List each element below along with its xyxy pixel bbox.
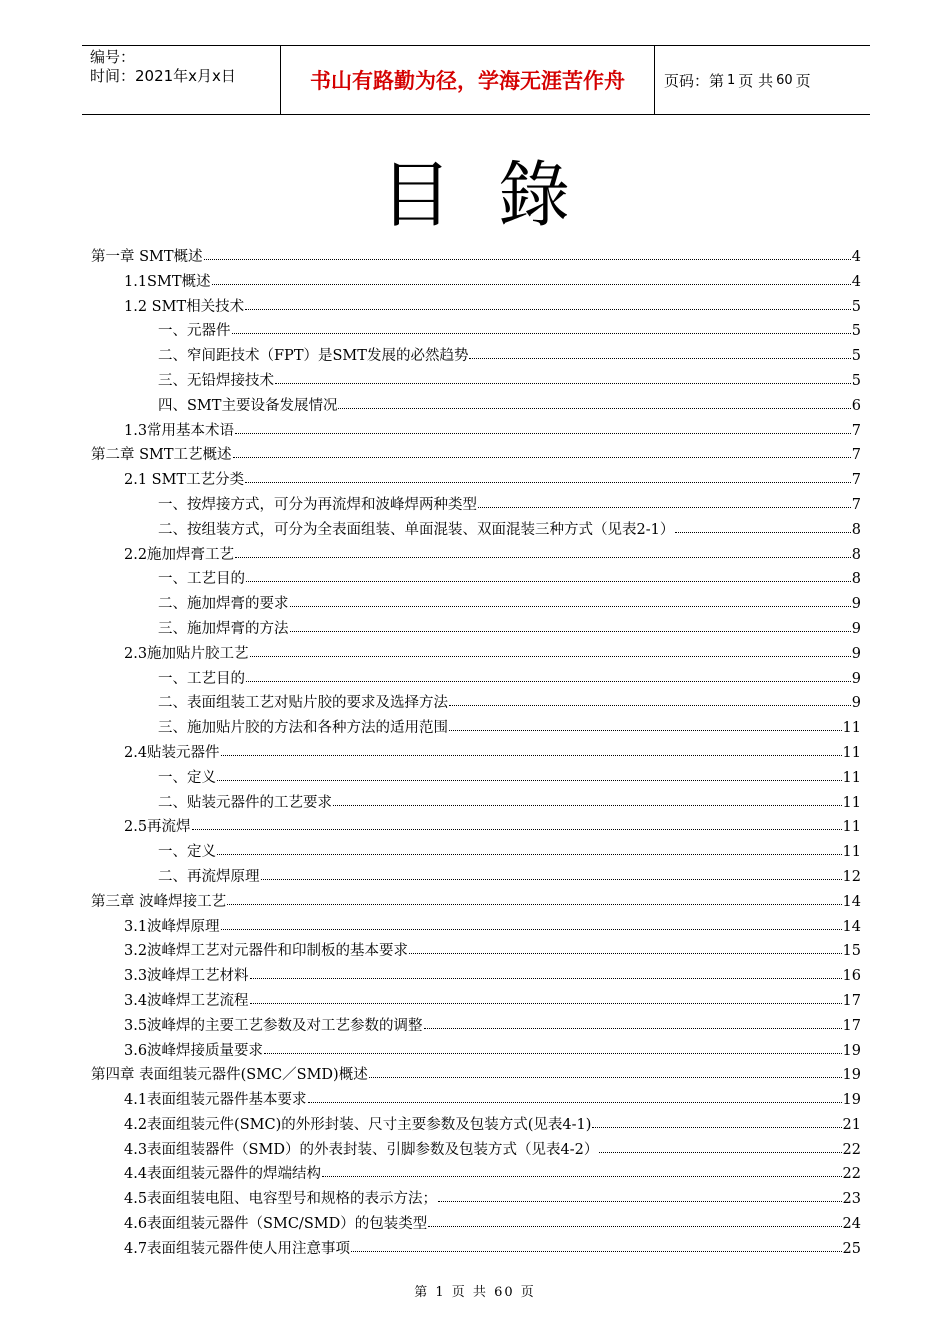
toc-entry-title: 二、表面组装工艺对贴片胶的要求及选择方法 [158, 695, 448, 712]
toc-entry[interactable] [91, 245, 861, 270]
toc-entry[interactable] [91, 939, 861, 964]
toc-entry-title: 2.4贴装元器件 [124, 744, 220, 761]
page-footer [0, 1281, 950, 1300]
page-number-cell [655, 46, 870, 114]
toc-entry-page: 21 [842, 1116, 861, 1133]
toc-leader-dots [246, 669, 851, 683]
toc-leader-dots [438, 1189, 841, 1203]
toc-entry-page: 22 [842, 1166, 861, 1183]
toc-entry-title: 二、再流焊原理 [158, 868, 260, 885]
motto-cell [281, 46, 655, 114]
toc-leader-dots [227, 892, 841, 906]
toc-entry-title: 4.1表面组装元器件基本要求 [124, 1092, 307, 1109]
toc-entry-title: 第四章 表面组装元器件(SMC／SMD)概述 [91, 1067, 368, 1084]
toc-entry-title: 一、定义 [158, 769, 216, 786]
toc-entry-page: 11 [842, 819, 861, 836]
toc-entry-title: 第三章 波峰焊接工艺 [91, 893, 227, 910]
toc-entry-title: 3.4波峰焊工艺流程 [124, 992, 249, 1009]
toc-entry-page: 17 [842, 992, 861, 1009]
page-total: 60 [776, 72, 793, 88]
toc-entry-title: 2.1 SMT工艺分类 [124, 472, 245, 489]
toc-entry-title: 三、施加贴片胶的方法和各种方法的适用范围 [158, 720, 448, 737]
toc-leader-dots [192, 817, 842, 831]
toc-entry-title: 4.6表面组装元器件（SMC/SMD）的包装类型 [124, 1216, 428, 1233]
toc-entry-title: 3.5波峰焊的主要工艺参数及对工艺参数的调整 [124, 1017, 423, 1034]
toc-entry[interactable] [91, 815, 861, 840]
toc-leader-dots [217, 768, 842, 782]
toc-entry[interactable] [91, 667, 861, 692]
toc-leader-dots [245, 470, 851, 484]
toc-entry-page: 5 [851, 323, 861, 340]
toc-entry-page: 8 [851, 521, 861, 538]
toc-entry-page: 19 [842, 1092, 861, 1109]
toc-entry-title: 一、定义 [158, 844, 216, 861]
toc-entry[interactable] [91, 567, 861, 592]
toc-entry-page: 7 [851, 472, 861, 489]
toc-leader-dots [449, 693, 851, 707]
toc-entry-title: 4.5表面组装电阻、电容型号和规格的表示方法； [124, 1191, 438, 1208]
toc-entry[interactable] [91, 543, 861, 568]
toc-entry[interactable] [91, 319, 861, 344]
toc-entry[interactable] [91, 1088, 861, 1113]
toc-entry-title: 2.2施加焊膏工艺 [124, 546, 235, 563]
toc-leader-dots [232, 321, 851, 335]
toc-entry[interactable] [91, 840, 861, 865]
toc-entry-title: 四、SMT主要设备发展情况 [158, 397, 338, 414]
toc-leader-dots [290, 619, 851, 633]
toc-leader-dots [290, 594, 851, 608]
footer-prefix: 第 [414, 1285, 430, 1300]
toc-leader-dots [322, 1164, 841, 1178]
toc-leader-dots [250, 966, 842, 980]
toc-leader-dots [275, 371, 851, 385]
toc-entry-page: 14 [842, 918, 861, 935]
toc-entry[interactable] [91, 741, 861, 766]
toc-entry[interactable] [91, 270, 861, 295]
toc-entry-page: 16 [842, 968, 861, 985]
toc-entry-title: 一、元器件 [158, 323, 231, 340]
toc-entry[interactable] [91, 1187, 861, 1212]
toc-entry[interactable] [91, 1212, 861, 1237]
toc-entry[interactable] [91, 518, 861, 543]
toc-entry[interactable] [91, 1138, 861, 1163]
toc-entry[interactable] [91, 1039, 861, 1064]
toc-entry-page: 8 [851, 571, 861, 588]
toc-entry[interactable] [91, 1237, 861, 1262]
toc-entry-title: 二、贴装元器件的工艺要求 [158, 794, 332, 811]
table-of-contents [91, 245, 861, 1262]
footer-suffix: 页 [520, 1285, 536, 1300]
toc-entry-title: 4.2表面组装元件(SMC)的外形封装、尺寸主要参数及包装方式(见表4-1) [124, 1116, 592, 1133]
toc-entry-title: 第一章 SMT概述 [91, 249, 203, 265]
number-label: 编号： [90, 48, 136, 66]
toc-entry-page: 8 [851, 546, 861, 563]
toc-leader-dots [469, 346, 850, 360]
toc-entry-title: 三、施加焊膏的方法 [158, 620, 289, 637]
toc-entry[interactable] [91, 1113, 861, 1138]
toc-entry-page: 9 [851, 645, 861, 662]
toc-entry-page: 7 [851, 447, 861, 464]
toc-entry[interactable] [91, 295, 861, 320]
toc-entry-page: 9 [851, 670, 861, 687]
toc-entry[interactable] [91, 642, 861, 667]
toc-leader-dots [261, 867, 842, 881]
toc-entry[interactable] [91, 1063, 861, 1088]
toc-entry-page: 11 [842, 720, 861, 737]
toc-leader-dots [338, 396, 850, 410]
toc-leader-dots [235, 545, 851, 559]
toc-entry-page: 23 [842, 1191, 861, 1208]
toc-entry-title: 3.2波峰焊工艺对元器件和印制板的基本要求 [124, 943, 409, 960]
toc-entry[interactable] [91, 369, 861, 394]
toc-entry-title: 4.3表面组装器件（SMD）的外表封装、引脚参数及包装方式（见表4-2） [124, 1141, 599, 1158]
toc-leader-dots [449, 718, 842, 732]
toc-leader-dots [250, 991, 842, 1005]
toc-entry-title: 3.1波峰焊原理 [124, 918, 220, 935]
page-mid: 页 共 [738, 71, 774, 90]
toc-entry-page: 14 [842, 893, 861, 910]
toc-entry[interactable] [91, 468, 861, 493]
toc-entry[interactable] [91, 865, 861, 890]
toc-entry-page: 19 [842, 1042, 861, 1059]
toc-leader-dots [264, 1041, 841, 1055]
toc-entry[interactable] [91, 493, 861, 518]
toc-entry-page: 11 [842, 794, 861, 811]
toc-entry-title: 2.3施加贴片胶工艺 [124, 645, 249, 662]
toc-entry[interactable] [91, 344, 861, 369]
toc-entry-page: 24 [842, 1216, 861, 1233]
toc-entry[interactable] [91, 791, 861, 816]
toc-entry-page: 6 [851, 397, 861, 414]
toc-entry-page: 25 [842, 1240, 861, 1257]
toc-entry-page: 4 [851, 249, 861, 265]
toc-leader-dots [221, 917, 842, 931]
toc-entry[interactable] [91, 592, 861, 617]
toc-entry[interactable] [91, 419, 861, 444]
toc-entry[interactable] [91, 617, 861, 642]
toc-leader-dots [369, 1065, 842, 1079]
toc-entry[interactable] [91, 766, 861, 791]
toc-leader-dots [246, 569, 851, 583]
toc-leader-dots [233, 445, 851, 459]
toc-leader-dots [428, 1214, 841, 1228]
toc-entry-page: 12 [842, 868, 861, 885]
page-title: 目錄 [379, 153, 616, 237]
toc-entry[interactable] [91, 1014, 861, 1039]
toc-entry-page: 17 [842, 1017, 861, 1034]
toc-entry-title: 3.3波峰焊工艺材料 [124, 968, 249, 985]
toc-entry-title: 二、窄间距技术（FPT）是SMT发展的必然趋势 [158, 348, 469, 365]
footer-current: 1 [435, 1285, 446, 1300]
toc-entry-title: 4.7表面组装元器件使人用注意事项 [124, 1240, 351, 1257]
toc-entry-page: 5 [851, 298, 861, 315]
toc-entry-title: 3.6波峰焊接质量要求 [124, 1042, 264, 1059]
footer-mid: 页 共 [451, 1285, 488, 1300]
toc-leader-dots [409, 941, 841, 955]
toc-leader-dots [478, 495, 851, 509]
toc-entry[interactable] [91, 394, 861, 419]
toc-entry-title: 1.3常用基本术语 [124, 422, 235, 439]
toc-entry-title: 二、按组装方式，可分为全表面组装、单面混装、双面混装三种方式（见表2-1） [158, 521, 675, 538]
toc-leader-dots [599, 1140, 841, 1154]
toc-entry-title: 二、施加焊膏的要求 [158, 596, 289, 613]
page-header [82, 45, 870, 115]
toc-entry-page: 7 [851, 496, 861, 513]
toc-leader-dots [204, 247, 851, 261]
toc-entry-page: 7 [851, 422, 861, 439]
toc-entry[interactable] [91, 989, 861, 1014]
toc-leader-dots [217, 842, 842, 856]
toc-entry[interactable] [91, 915, 861, 940]
toc-entry-title: 2.5再流焊 [124, 819, 191, 836]
toc-leader-dots [245, 297, 851, 311]
motto-text: 书山有路勤为径，学海无涯苦作舟 [310, 69, 625, 93]
toc-entry-page: 5 [851, 372, 861, 389]
toc-entry-page: 9 [851, 620, 861, 637]
toc-entry[interactable] [91, 964, 861, 989]
toc-entry-page: 11 [842, 744, 861, 761]
page-prefix: 页码：第 [664, 71, 725, 90]
toc-entry-title: 一、工艺目的 [158, 571, 245, 588]
toc-entry-page: 9 [851, 596, 861, 613]
toc-entry[interactable] [91, 443, 861, 468]
toc-leader-dots [351, 1239, 841, 1253]
toc-leader-dots [333, 793, 842, 807]
toc-leader-dots [212, 272, 851, 286]
toc-entry-title: 第二章 SMT工艺概述 [91, 447, 232, 464]
toc-entry[interactable] [91, 1162, 861, 1187]
toc-entry-title: 三、无铅焊接技术 [158, 372, 274, 389]
header-info-cell [82, 46, 281, 114]
toc-leader-dots [592, 1115, 841, 1129]
toc-entry-title: 1.2 SMT相关技术 [124, 298, 245, 315]
toc-entry-page: 5 [851, 348, 861, 365]
toc-entry[interactable] [91, 890, 861, 915]
toc-entry-title: 4.4表面组装元器件的焊端结构 [124, 1166, 322, 1183]
toc-entry-page: 11 [842, 844, 861, 861]
page-suffix: 页 [795, 71, 811, 90]
toc-leader-dots [424, 1016, 842, 1030]
toc-leader-dots [675, 520, 850, 534]
toc-entry-page: 22 [842, 1141, 861, 1158]
toc-entry-title: 一、工艺目的 [158, 670, 245, 687]
toc-entry-page: 4 [851, 273, 861, 290]
page-current: 1 [727, 72, 736, 88]
toc-leader-dots [221, 743, 842, 757]
toc-entry[interactable] [91, 691, 861, 716]
toc-leader-dots [308, 1090, 842, 1104]
toc-leader-dots [250, 644, 851, 658]
footer-total: 60 [494, 1285, 515, 1300]
toc-entry-page: 11 [842, 769, 861, 786]
toc-entry-page: 15 [842, 943, 861, 960]
toc-entry[interactable] [91, 716, 861, 741]
toc-entry-title: 一、按焊接方式，可分为再流焊和波峰焊两种类型 [158, 496, 477, 513]
toc-entry-page: 19 [842, 1067, 861, 1084]
time-label: 时间：2021年x月x日 [90, 67, 236, 85]
toc-entry-title: 1.1SMT概述 [124, 273, 211, 290]
toc-leader-dots [235, 421, 851, 435]
toc-entry-page: 9 [851, 695, 861, 712]
